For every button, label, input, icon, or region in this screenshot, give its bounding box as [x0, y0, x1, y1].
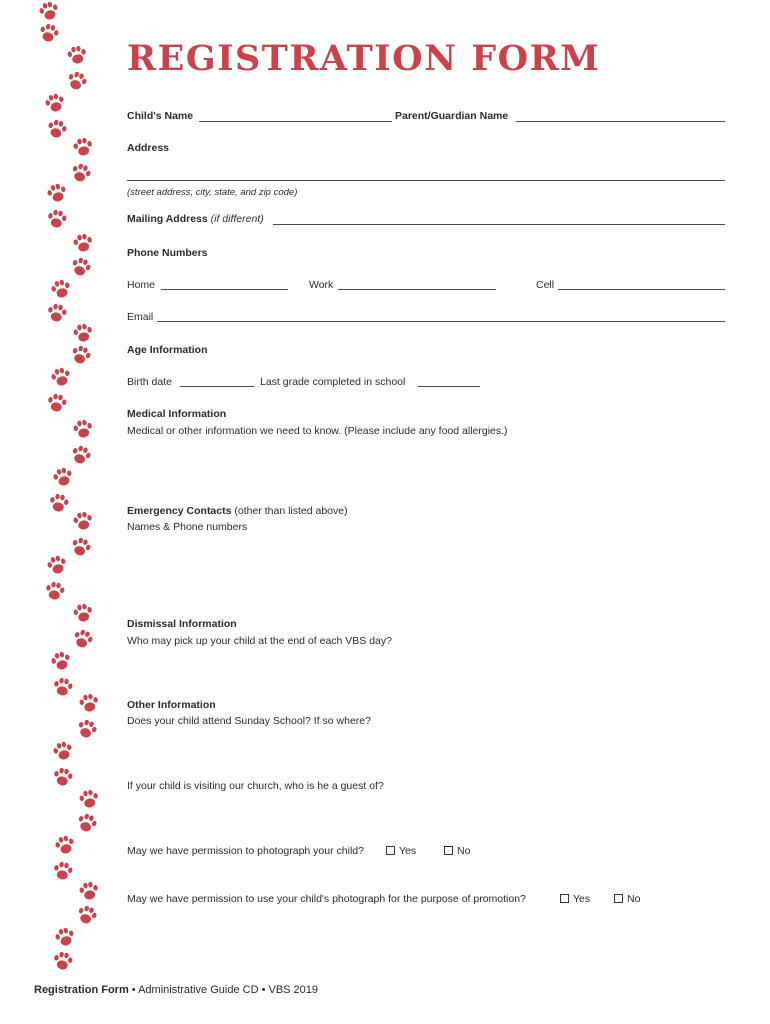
paw-print-icon: [36, 20, 63, 47]
paw-print-icon: [67, 253, 95, 281]
promo-no-option[interactable]: [614, 893, 640, 905]
paw-print-icon: [73, 715, 101, 743]
home-phone-line[interactable]: [161, 289, 288, 290]
paw-print-icon: [52, 924, 79, 951]
emergency-note: (other than listed above): [234, 505, 348, 517]
paw-print-icon: [67, 533, 95, 561]
promo-yes-option[interactable]: [560, 893, 590, 905]
cell-phone-label: Cell: [536, 279, 555, 291]
last-grade-label: Last grade completed in school: [260, 376, 406, 388]
paw-print-icon: [69, 625, 97, 653]
photo-no-checkbox[interactable]: [444, 846, 453, 855]
photo-yes-label: Yes: [399, 845, 417, 857]
paw-print-icon: [48, 276, 75, 303]
age-information-label: Age Information: [127, 344, 208, 356]
address-line[interactable]: [127, 180, 725, 181]
paw-print-icon: [48, 364, 75, 391]
paw-print-icon: [50, 858, 75, 883]
paw-print-icon: [70, 508, 95, 533]
photo-no-label: No: [457, 845, 471, 857]
paw-print-icon: [44, 300, 69, 325]
paw-print-icon: [42, 578, 67, 603]
paw-print-icon: [73, 901, 101, 929]
paw-print-icon: [44, 552, 71, 579]
paw-print-icon: [44, 180, 71, 207]
paw-print-icon: [73, 809, 101, 837]
phone-numbers-label: Phone Numbers: [127, 247, 208, 259]
promo-yes-label: Yes: [573, 893, 591, 905]
dismissal-text: Who may pick up your child at the end of each VBS day?: [127, 635, 392, 647]
emergency-title: Emergency Contacts: [127, 505, 232, 517]
paw-print-icon: [76, 690, 101, 715]
photo-question: May we have permission to photograph your child?: [127, 845, 364, 857]
emergency-text: Names & Phone numbers: [127, 521, 248, 533]
paw-print-icon: [48, 648, 75, 675]
paw-print-icon: [63, 67, 91, 95]
paw-print-icon: [52, 832, 79, 859]
work-phone-label: Work: [309, 279, 334, 291]
page-footer: [34, 984, 318, 996]
footer-rest: • Administrative Guide CD • VBS 2019: [128, 984, 319, 996]
guardian-name-label: Parent/Guardian Name: [395, 110, 509, 122]
paw-print-icon: [50, 738, 77, 765]
mailing-address-line[interactable]: [273, 224, 725, 225]
photo-no-option[interactable]: [444, 845, 470, 857]
medical-title: Medical Information: [127, 408, 227, 420]
guest-question: If your child is visiting our church, who is he a guest of?: [127, 780, 384, 792]
birth-date-line[interactable]: [180, 386, 254, 387]
paw-print-icon: [44, 206, 69, 231]
paw-print-icon: [44, 116, 71, 143]
birth-date-label: Birth date: [127, 376, 172, 388]
paw-print-icon: [70, 600, 95, 625]
paw-print-icon: [70, 134, 95, 159]
address-hint: (street address, city, state, and zip code): [127, 187, 298, 198]
paw-print-icon: [42, 90, 69, 117]
cell-phone-line[interactable]: [558, 289, 725, 290]
paw-print-icon: [70, 416, 95, 441]
dismissal-title: Dismissal Information: [127, 618, 237, 630]
photo-yes-checkbox[interactable]: [386, 846, 395, 855]
emergency-title-row: [127, 505, 348, 517]
promo-yes-checkbox[interactable]: [560, 894, 569, 903]
paw-print-icon: [50, 764, 75, 789]
paw-print-icon: [46, 490, 71, 515]
guardian-name-line[interactable]: [516, 121, 725, 122]
medical-text: Medical or other information we need to know. (Please include any food allergies.): [127, 425, 508, 437]
last-grade-line[interactable]: [418, 386, 480, 387]
child-name-label: Child's Name: [127, 110, 194, 122]
work-phone-line[interactable]: [338, 289, 496, 290]
other-title: Other Information: [127, 699, 216, 711]
mailing-address-label: [127, 213, 264, 225]
photo-yes-option[interactable]: [386, 845, 416, 857]
promo-no-checkbox[interactable]: [614, 894, 623, 903]
mailing-address-hint: (if different): [210, 213, 264, 225]
paw-print-icon: [67, 159, 95, 187]
paw-print-icon: [67, 341, 95, 369]
page-title: REGISTRATION FORM: [127, 38, 601, 79]
address-label: Address: [127, 142, 170, 154]
paw-print-icon: [50, 948, 75, 973]
home-phone-label: Home: [127, 279, 156, 291]
footer-bold: Registration Form: [34, 984, 129, 996]
paw-print-icon: [50, 464, 77, 491]
promo-no-label: No: [627, 893, 641, 905]
paw-print-icon: [64, 42, 89, 67]
paw-print-icon: [50, 674, 75, 699]
paw-print-icon: [44, 390, 69, 415]
sunday-school-question: Does your child attend Sunday School? If so where?: [127, 715, 371, 727]
email-label: Email: [127, 311, 154, 323]
promotion-question: May we have permission to use your child's photograph for the purpose of promotion?: [127, 893, 526, 905]
mailing-address-text: Mailing Address: [127, 213, 208, 225]
child-name-line[interactable]: [199, 121, 392, 122]
email-line[interactable]: [157, 321, 725, 322]
